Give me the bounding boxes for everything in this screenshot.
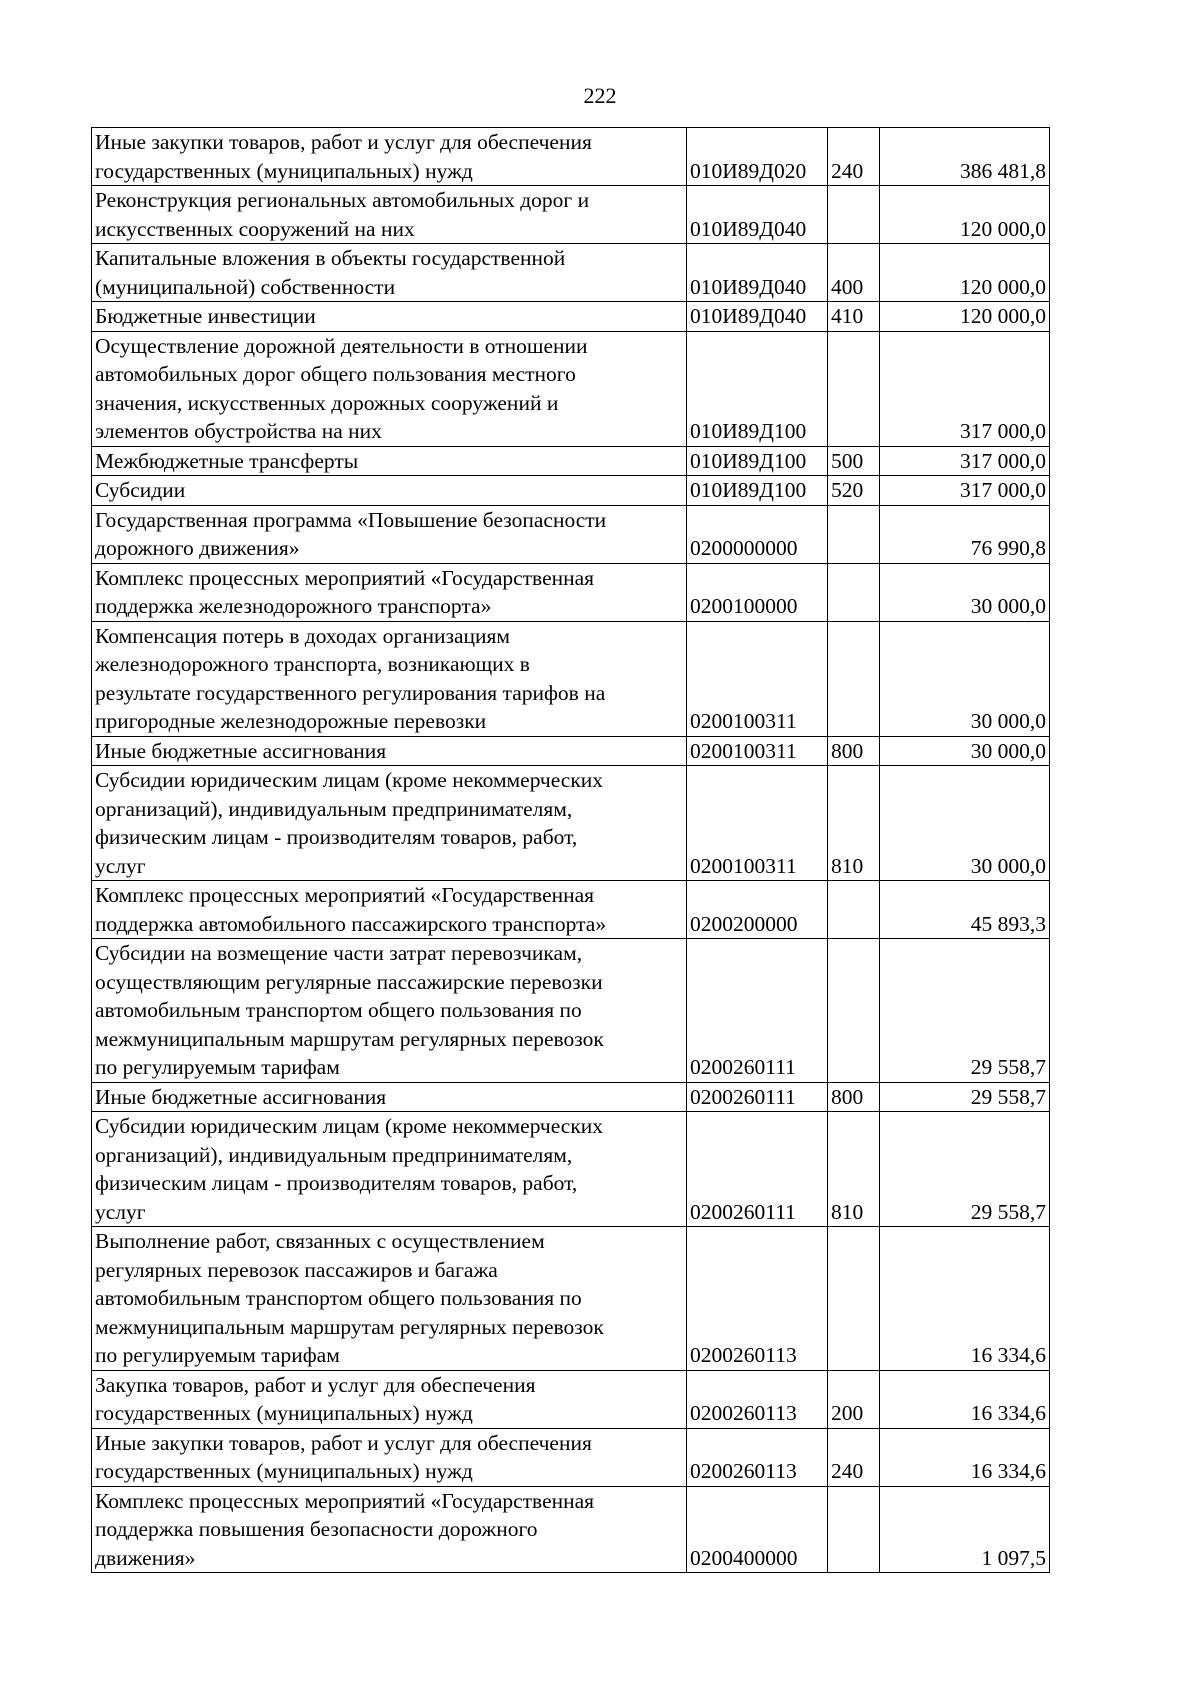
row-type-cell [828, 186, 880, 244]
row-sum-cell: 317 000,0 [880, 446, 1050, 476]
row-sum-cell: 29 558,7 [880, 1112, 1050, 1227]
row-name-cell: Субсидии [92, 476, 687, 506]
row-type-cell: 810 [828, 1112, 880, 1227]
row-sum-cell: 30 000,0 [880, 621, 1050, 736]
page-number: 222 [583, 83, 617, 108]
table-row [92, 1370, 1050, 1428]
row-name-cell: Государственная программа «Повышение безопасности дорожного движения» [92, 505, 687, 563]
table-row [92, 186, 1050, 244]
table-row [92, 505, 1050, 563]
table-row [92, 1227, 1050, 1371]
row-type-cell: 520 [828, 476, 880, 506]
row-sum-cell: 120 000,0 [880, 244, 1050, 302]
row-code-cell: 0200260113 [687, 1428, 828, 1486]
row-code-cell: 0200260111 [687, 1112, 828, 1227]
row-sum-cell: 29 558,7 [880, 1082, 1050, 1112]
row-name-cell: Капитальные вложения в объекты государственной (муниципальной) собственности [92, 244, 687, 302]
row-name-cell: Иные бюджетные ассигнования [92, 1082, 687, 1112]
row-type-cell [828, 939, 880, 1083]
row-name-cell: Реконструкция региональных автомобильных дорог и искусственных сооружений на них [92, 186, 687, 244]
table-row [92, 563, 1050, 621]
row-type-cell: 240 [828, 1428, 880, 1486]
row-name-cell: Иные бюджетные ассигнования [92, 736, 687, 766]
row-code-cell: 0200260111 [687, 939, 828, 1083]
table-row [92, 446, 1050, 476]
row-type-cell: 800 [828, 736, 880, 766]
budget-table [91, 127, 1050, 1573]
table-row [92, 476, 1050, 506]
table-row [92, 736, 1050, 766]
row-type-cell: 240 [828, 128, 880, 186]
row-name-cell: Комплекс процессных мероприятий «Государственная поддержка повышения безопасности дорожного движения» [92, 1486, 687, 1573]
row-code-cell: 0200100000 [687, 563, 828, 621]
row-sum-cell: 45 893,3 [880, 881, 1050, 939]
row-name-cell: Компенсация потерь в доходах организациям железнодорожного транспорта, возникающих в результате государственного регулирования тарифов на пригородные железнодорожные перевозки [92, 621, 687, 736]
table-row [92, 939, 1050, 1083]
row-type-cell [828, 1227, 880, 1371]
row-name-cell: Межбюджетные трансферты [92, 446, 687, 476]
table-row [92, 1112, 1050, 1227]
row-code-cell: 010И89Д040 [687, 302, 828, 332]
row-name-cell: Выполнение работ, связанных с осуществлением регулярных перевозок пассажиров и багажа автомобильным транспортом общего пользования по межмуниципальным маршрутам регулярных перевозок по регулируемым тарифам [92, 1227, 687, 1371]
row-type-cell: 810 [828, 766, 880, 881]
row-name-cell: Комплекс процессных мероприятий «Государственная поддержка автомобильного пассажирского транспорта» [92, 881, 687, 939]
row-sum-cell: 317 000,0 [880, 476, 1050, 506]
row-sum-cell: 16 334,6 [880, 1428, 1050, 1486]
row-sum-cell: 16 334,6 [880, 1370, 1050, 1428]
row-name-cell: Субсидии юридическим лицам (кроме некоммерческих организаций), индивидуальным предпринимателям, физическим лицам - производителям товаров, работ, услуг [92, 1112, 687, 1227]
table-row [92, 302, 1050, 332]
row-sum-cell: 30 000,0 [880, 766, 1050, 881]
row-type-cell: 400 [828, 244, 880, 302]
row-name-cell: Иные закупки товаров, работ и услуг для обеспечения государственных (муниципальных) нужд [92, 128, 687, 186]
row-code-cell: 010И89Д020 [687, 128, 828, 186]
row-name-cell: Бюджетные инвестиции [92, 302, 687, 332]
row-code-cell: 0200200000 [687, 881, 828, 939]
row-code-cell: 010И89Д040 [687, 186, 828, 244]
row-code-cell: 0200100311 [687, 621, 828, 736]
row-type-cell: 200 [828, 1370, 880, 1428]
row-name-cell: Субсидии на возмещение части затрат перевозчикам, осуществляющим регулярные пассажирские перевозки автомобильным транспортом общего пользования по межмуниципальным маршрутам регулярных перевозок по регулируемым тарифам [92, 939, 687, 1083]
row-type-cell: 500 [828, 446, 880, 476]
row-code-cell: 0200400000 [687, 1486, 828, 1573]
row-name-cell: Иные закупки товаров, работ и услуг для обеспечения государственных (муниципальных) нужд [92, 1428, 687, 1486]
table-row [92, 766, 1050, 881]
row-type-cell [828, 505, 880, 563]
table-row [92, 881, 1050, 939]
row-sum-cell: 120 000,0 [880, 302, 1050, 332]
row-sum-cell: 1 097,5 [880, 1486, 1050, 1573]
row-sum-cell: 386 481,8 [880, 128, 1050, 186]
row-name-cell: Субсидии юридическим лицам (кроме некоммерческих организаций), индивидуальным предпринимателям, физическим лицам - производителям товаров, работ, услуг [92, 766, 687, 881]
row-type-cell [828, 881, 880, 939]
row-type-cell [828, 331, 880, 446]
row-code-cell: 0200100311 [687, 736, 828, 766]
row-sum-cell: 30 000,0 [880, 736, 1050, 766]
row-name-cell: Закупка товаров, работ и услуг для обеспечения государственных (муниципальных) нужд [92, 1370, 687, 1428]
row-code-cell: 010И89Д100 [687, 331, 828, 446]
table-row [92, 1082, 1050, 1112]
row-code-cell: 0200260113 [687, 1370, 828, 1428]
table-row [92, 1428, 1050, 1486]
table-row [92, 621, 1050, 736]
row-type-cell: 800 [828, 1082, 880, 1112]
row-code-cell: 010И89Д100 [687, 446, 828, 476]
row-type-cell [828, 621, 880, 736]
row-code-cell: 0200000000 [687, 505, 828, 563]
table-row [92, 128, 1050, 186]
table-row [92, 1486, 1050, 1573]
table-row [92, 331, 1050, 446]
row-code-cell: 010И89Д040 [687, 244, 828, 302]
row-name-cell: Осуществление дорожной деятельности в отношении автомобильных дорог общего пользования местного значения, искусственных дорожных сооружений и элементов обустройства на них [92, 331, 687, 446]
row-type-cell [828, 563, 880, 621]
budget-table-body [92, 128, 1050, 1573]
table-row [92, 244, 1050, 302]
row-code-cell: 0200260113 [687, 1227, 828, 1371]
row-type-cell [828, 1486, 880, 1573]
row-sum-cell: 29 558,7 [880, 939, 1050, 1083]
row-sum-cell: 30 000,0 [880, 563, 1050, 621]
row-sum-cell: 76 990,8 [880, 505, 1050, 563]
row-code-cell: 010И89Д100 [687, 476, 828, 506]
row-sum-cell: 317 000,0 [880, 331, 1050, 446]
row-sum-cell: 120 000,0 [880, 186, 1050, 244]
row-code-cell: 0200100311 [687, 766, 828, 881]
row-code-cell: 0200260111 [687, 1082, 828, 1112]
row-type-cell: 410 [828, 302, 880, 332]
row-sum-cell: 16 334,6 [880, 1227, 1050, 1371]
row-name-cell: Комплекс процессных мероприятий «Государственная поддержка железнодорожного транспорта» [92, 563, 687, 621]
